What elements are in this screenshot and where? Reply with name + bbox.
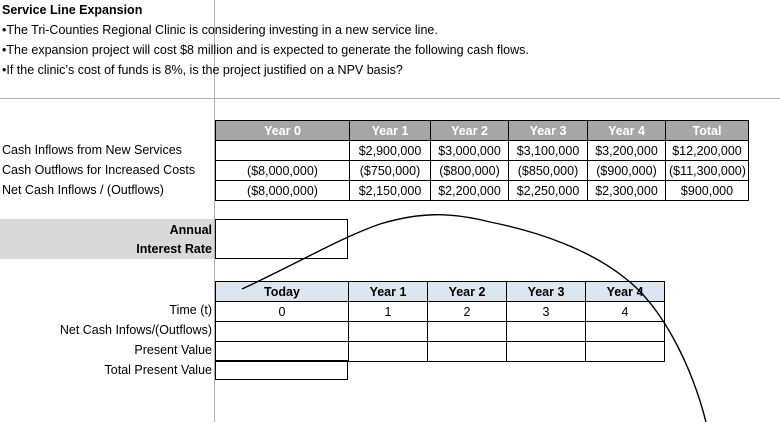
row-label-outflows: Cash Outflows for Increased Costs bbox=[2, 163, 196, 177]
present-value-label: Present Value bbox=[134, 343, 212, 357]
cell-inflow-total[interactable]: $12,200,000 bbox=[666, 141, 749, 161]
header-today[interactable]: Today bbox=[216, 282, 349, 302]
cell-pv-y1[interactable] bbox=[349, 342, 428, 362]
table-row bbox=[216, 161, 749, 181]
present-value-table bbox=[215, 281, 665, 362]
table-row bbox=[216, 302, 665, 322]
bullet-1: •The Tri-Counties Regional Clinic is considering investing in a new service line. bbox=[2, 23, 438, 37]
cashflow-header-row bbox=[216, 121, 749, 141]
sheet-title: Service Line Expansion bbox=[2, 3, 143, 17]
cell-net-pv-y2[interactable] bbox=[428, 322, 507, 342]
table-row bbox=[216, 322, 665, 342]
cell-net-pv-y4[interactable] bbox=[586, 322, 665, 342]
header-year-4[interactable]: Year 4 bbox=[588, 121, 666, 141]
cell-pv-y2[interactable] bbox=[428, 342, 507, 362]
header-pv-year-1[interactable]: Year 1 bbox=[349, 282, 428, 302]
cell-net-y1[interactable]: $2,150,000 bbox=[350, 181, 431, 201]
header-year-0[interactable]: Year 0 bbox=[216, 121, 350, 141]
cell-outflow-y0[interactable]: ($8,000,000) bbox=[216, 161, 350, 181]
row-label-inflows: Cash Inflows from New Services bbox=[2, 143, 182, 157]
cell-time-0[interactable]: 0 bbox=[216, 302, 349, 322]
cell-time-4[interactable]: 4 bbox=[586, 302, 665, 322]
header-pv-year-3[interactable]: Year 3 bbox=[507, 282, 586, 302]
header-pv-year-2[interactable]: Year 2 bbox=[428, 282, 507, 302]
total-present-value-label: Total Present Value bbox=[104, 363, 212, 377]
header-total[interactable]: Total bbox=[666, 121, 749, 141]
interest-rate-label-box bbox=[0, 219, 214, 259]
bullet-3: •If the clinic’s cost of funds is 8%, is the project justified on a NPV basis? bbox=[2, 63, 403, 77]
cell-net-y0[interactable]: ($8,000,000) bbox=[216, 181, 350, 201]
cell-outflow-total[interactable]: ($11,300,000) bbox=[666, 161, 749, 181]
interest-rate-input[interactable] bbox=[215, 219, 348, 259]
cell-net-y4[interactable]: $2,300,000 bbox=[588, 181, 666, 201]
cell-inflow-y0[interactable] bbox=[216, 141, 350, 161]
header-year-1[interactable]: Year 1 bbox=[350, 121, 431, 141]
table-row bbox=[216, 181, 749, 201]
pv-header-row bbox=[216, 282, 665, 302]
time-label: Time (t) bbox=[169, 303, 212, 317]
cell-net-pv-y1[interactable] bbox=[349, 322, 428, 342]
bullet-2: •The expansion project will cost $8 million and is expected to generate the following cash flows. bbox=[2, 43, 529, 57]
cell-inflow-y2[interactable]: $3,000,000 bbox=[431, 141, 509, 161]
cell-pv-today[interactable] bbox=[216, 342, 349, 362]
header-year-3[interactable]: Year 3 bbox=[509, 121, 588, 141]
cell-outflow-y4[interactable]: ($900,000) bbox=[588, 161, 666, 181]
cell-outflow-y2[interactable]: ($800,000) bbox=[431, 161, 509, 181]
cell-net-pv-y3[interactable] bbox=[507, 322, 586, 342]
total-present-value-cell[interactable] bbox=[215, 360, 348, 380]
cell-pv-y3[interactable] bbox=[507, 342, 586, 362]
row-label-net: Net Cash Inflows / (Outflows) bbox=[2, 183, 164, 197]
cell-pv-y4[interactable] bbox=[586, 342, 665, 362]
interest-rate-label-line1: Annual bbox=[169, 223, 212, 237]
net-cashflows-label: Net Cash Infows/(Outflows) bbox=[59, 323, 212, 337]
cell-outflow-y1[interactable]: ($750,000) bbox=[350, 161, 431, 181]
interest-rate-label-line2: Interest Rate bbox=[136, 242, 212, 256]
cell-outflow-y3[interactable]: ($850,000) bbox=[509, 161, 588, 181]
cell-time-1[interactable]: 1 bbox=[349, 302, 428, 322]
table-row bbox=[216, 342, 665, 362]
cell-inflow-y3[interactable]: $3,100,000 bbox=[509, 141, 588, 161]
cell-net-today[interactable] bbox=[216, 322, 349, 342]
cashflow-table bbox=[215, 120, 749, 201]
cell-net-y3[interactable]: $2,250,000 bbox=[509, 181, 588, 201]
cell-inflow-y4[interactable]: $3,200,000 bbox=[588, 141, 666, 161]
cell-time-3[interactable]: 3 bbox=[507, 302, 586, 322]
cell-time-2[interactable]: 2 bbox=[428, 302, 507, 322]
cell-inflow-y1[interactable]: $2,900,000 bbox=[350, 141, 431, 161]
header-pv-year-4[interactable]: Year 4 bbox=[586, 282, 665, 302]
table-row bbox=[216, 141, 749, 161]
header-year-2[interactable]: Year 2 bbox=[431, 121, 509, 141]
cell-net-total[interactable]: $900,000 bbox=[666, 181, 749, 201]
cell-net-y2[interactable]: $2,200,000 bbox=[431, 181, 509, 201]
row-gridline bbox=[0, 98, 780, 99]
